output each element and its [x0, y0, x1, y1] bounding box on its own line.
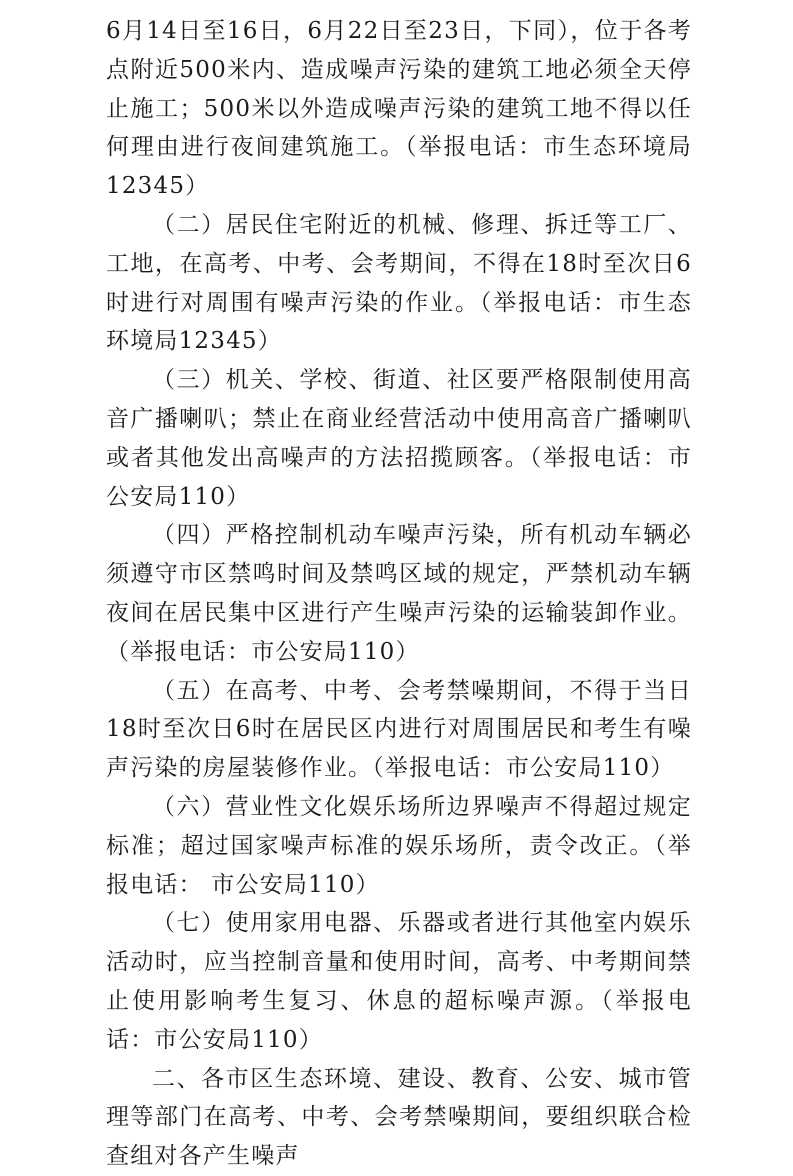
- paragraph-item-6: （六）营业性文化娱乐场所边界噪声不得超过规定标准；超过国家噪声标准的娱乐场所，责令改正。（举报电话： 市公安局110）: [106, 793, 692, 898]
- paragraph-item-5: （五）在高考、中考、会考禁噪期间，不得于当日18时至次日6时在居民区内进行对周围居民和考生有噪声污染的房屋装修作业。（举报电话：市公安局110）: [106, 677, 692, 782]
- paragraph-section-2: 二、各市区生态环境、建设、教育、公安、城市管理等部门在高考、中考、会考禁噪期间，要组织联合检查组对各产生噪声: [106, 1065, 692, 1170]
- document-body: [106, 12, 692, 1176]
- paragraph-item-3: （三）机关、学校、街道、社区要严格限制使用高音广播喇叭；禁止在商业经营活动中使用高音广播喇叭或者其他发出高噪声的方法招揽顾客。（举报电话：市公安局110）: [106, 367, 692, 510]
- paragraph-continuation: 6月14日至16日，6月22日至23日，下同），位于各考点附近500米内、造成噪声污染的建筑工地必须全天停止施工；500米以外造成噪声污染的建筑工地不得以任何理由进行夜间建筑施工。（举报电话：市生态环境局12345）: [106, 18, 692, 200]
- paragraph-item-4: （四）严格控制机动车噪声污染，所有机动车辆必须遵守市区禁鸣时间及禁鸣区域的规定，严禁机动车辆夜间在居民集中区进行产生噪声污染的运输装卸作业。（举报电话：市公安局110）: [106, 522, 692, 665]
- paragraph-item-2: （二）居民住宅附近的机械、修理、拆迁等工厂、工地，在高考、中考、会考期间，不得在18时至次日6时进行对周围有噪声污染的作业。（举报电话：市生态环境局12345）: [106, 211, 692, 355]
- paragraph-item-7: （七）使用家用电器、乐器或者进行其他室内娱乐活动时，应当控制音量和使用时间，高考、中考期间禁止使用影响考生复习、休息的超标噪声源。（举报电话：市公安局110）: [106, 910, 692, 1053]
